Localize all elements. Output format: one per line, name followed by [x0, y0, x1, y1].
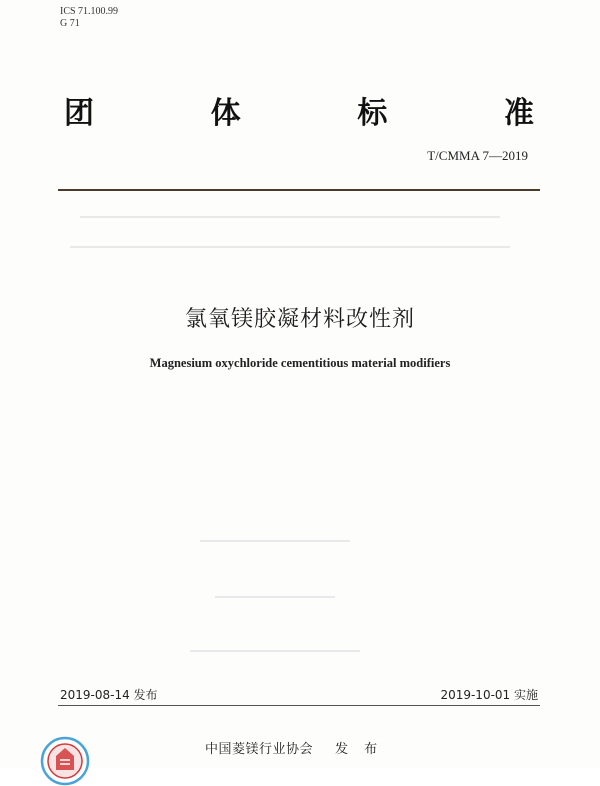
scan-bleed-line: [200, 540, 350, 542]
footer-divider: [58, 705, 540, 706]
ccs-code: G 71: [60, 18, 80, 29]
standard-type-char-3: 标: [357, 96, 388, 131]
document-code: T/CMMA 7—2019: [427, 148, 528, 163]
standard-type-char-1: 团: [64, 96, 94, 131]
issue-date: 2019-08-14 发布: [60, 688, 158, 702]
standard-type-char-4: 准: [503, 96, 534, 131]
scan-bleed-line: [215, 596, 335, 598]
header-divider: [58, 189, 540, 191]
scan-bleed-line: [70, 246, 510, 248]
standard-title-chinese: 氯氧镁胶凝材料改性剂: [184, 307, 415, 332]
publisher-line: [205, 738, 383, 757]
publisher-name: 中国菱镁行业协会: [205, 742, 314, 757]
standard-type-heading: [64, 88, 534, 132]
scan-bleed-line: [190, 650, 360, 652]
implementation-date: 2019-10-01 实施: [440, 688, 538, 702]
standard-type-char-2: 体: [210, 96, 241, 131]
publish-label: 发 布: [335, 742, 384, 757]
classification-codes: [60, 6, 118, 30]
scan-bleed-line: [80, 216, 500, 218]
standard-title-english: Magnesium oxychloride cementitious material modifiers: [149, 356, 451, 370]
association-seal-icon: [40, 736, 90, 786]
ics-code: ICS 71.100.99: [60, 6, 119, 17]
